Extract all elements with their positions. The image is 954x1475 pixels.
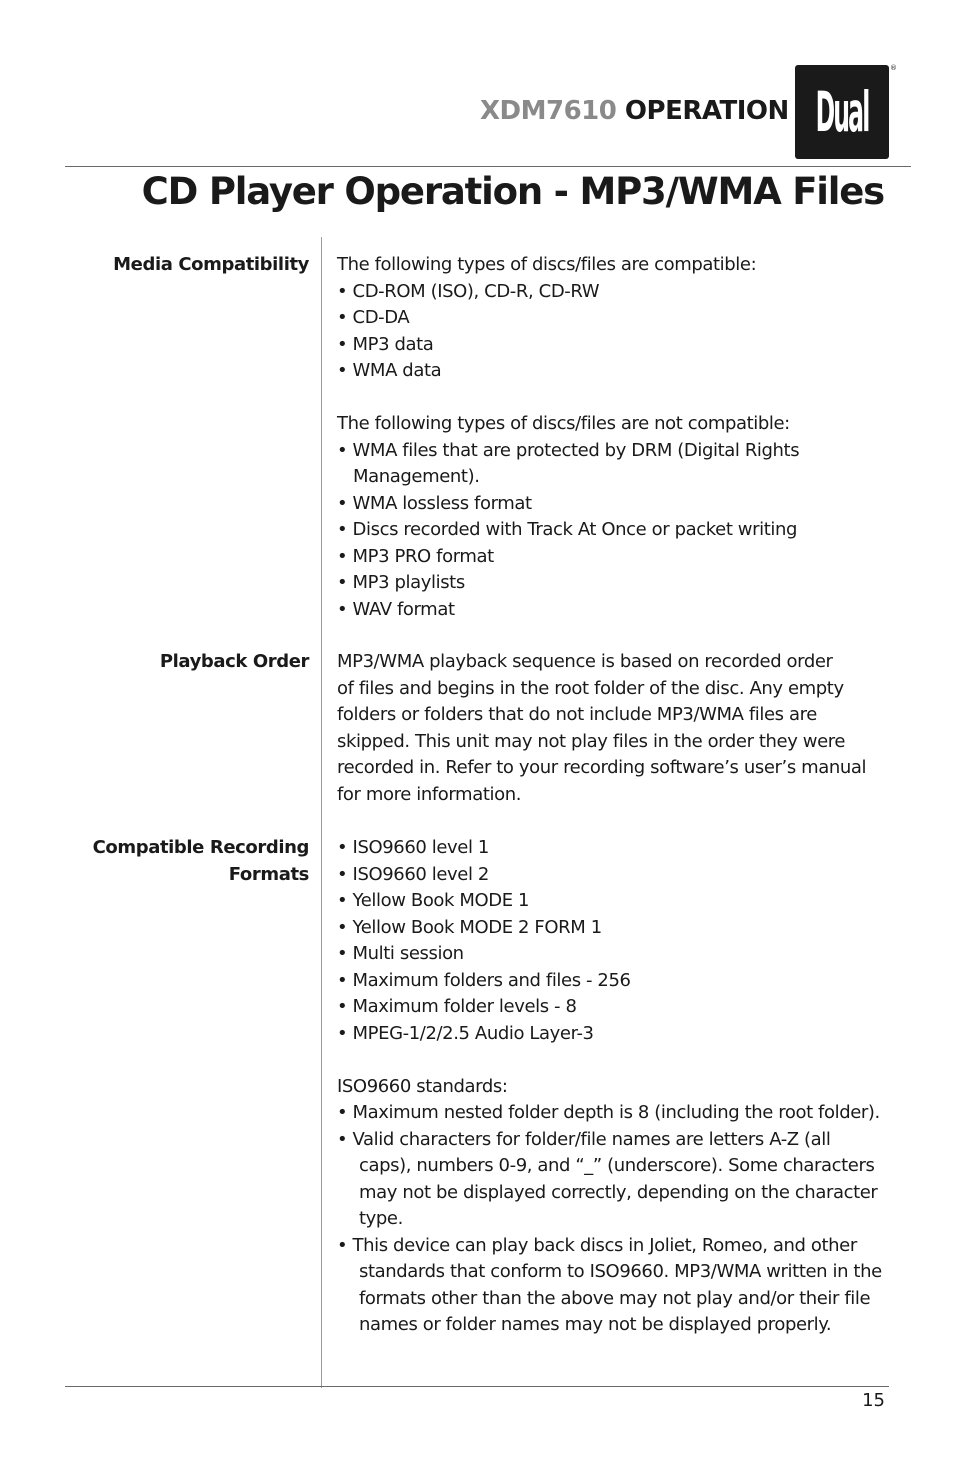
paragraph-line: MP3/WMA playback sequence is based on recorded order <box>337 651 833 672</box>
list-item: • Maximum folder levels - 8 <box>337 996 577 1017</box>
list-item: • MP3 PRO format <box>337 545 494 567</box>
model-number: XDM7610 <box>480 96 617 126</box>
list-item-continuation: standards that conform to ISO9660. MP3/WMA written in the <box>359 1261 882 1282</box>
list-item: • Yellow Book MODE 2 FORM 1 <box>337 916 602 938</box>
section-label-line: Formats <box>228 863 309 885</box>
paragraph-line: recorded in. Refer to your recording software’s user’s manual <box>337 757 867 778</box>
dual-logo <box>795 65 889 159</box>
section-body-playback-order <box>337 649 917 808</box>
footer-divider <box>65 1386 889 1387</box>
list-item: • Maximum nested folder depth is 8 (including the root folder). <box>337 1102 880 1123</box>
operation-label: OPERATION <box>616 96 789 126</box>
list-item: • WAV format <box>337 598 455 620</box>
list-item: • CD-ROM (ISO), CD-R, CD-RW <box>337 280 600 302</box>
list-item-continuation: caps), numbers 0-9, and “_” (underscore). Some characters <box>359 1155 875 1176</box>
incompatible-intro: The following types of discs/files are not compatible: <box>337 413 790 434</box>
page-title: CD Player Operation - MP3/WMA Files <box>141 170 884 213</box>
registered-mark: ® <box>890 64 897 72</box>
list-item: • Discs recorded with Track At Once or packet writing <box>337 519 798 540</box>
list-item: • WMA data <box>337 360 442 381</box>
section-label-compatible-recording-formats <box>60 835 309 888</box>
list-item: • ISO9660 level 1 <box>337 837 489 858</box>
list-item-continuation: Management). <box>353 466 480 487</box>
list-item: • MP3 data <box>337 333 434 355</box>
list-item: • CD-DA <box>337 307 410 328</box>
list-item: • MPEG-1/2/2.5 Audio Layer-3 <box>337 1022 594 1044</box>
paragraph-line: for more information. <box>337 783 522 805</box>
list-item-continuation: type. <box>359 1208 403 1229</box>
list-item: • Valid characters for folder/file names are letters A-Z (all <box>337 1128 831 1150</box>
paragraph-line: of files and begins in the root folder of the disc. Any empty <box>337 677 844 699</box>
section-label-media-compatibility: Media Compatibility <box>113 254 309 275</box>
list-item: • Multi session <box>337 943 464 964</box>
list-item: • Yellow Book MODE 1 <box>337 890 530 911</box>
standards-intro: ISO9660 standards: <box>337 1075 508 1097</box>
paragraph-line: folders or folders that do not include MP3/WMA files are <box>337 704 817 725</box>
section-label-line: Compatible Recording <box>92 837 309 858</box>
section-label-playback-order: Playback Order <box>159 651 309 672</box>
list-item-continuation: formats other than the above may not play and/or their file <box>359 1287 871 1309</box>
list-item: • MP3 playlists <box>337 572 465 593</box>
compatible-intro: The following types of discs/files are compatible: <box>337 254 757 275</box>
paragraph-line: skipped. This unit may not play files in the order they were <box>337 730 846 752</box>
page-number: 15 <box>862 1390 885 1411</box>
list-item-continuation: names or folder names may not be displayed properly. <box>359 1314 832 1335</box>
list-item-continuation: may not be displayed correctly, depending on the character <box>359 1181 878 1203</box>
header-divider <box>65 166 911 167</box>
section-body-media-compatibility <box>337 252 917 623</box>
logo-text: Dual <box>815 80 869 144</box>
list-item: • WMA files that are protected by DRM (Digital Rights <box>337 439 800 461</box>
list-item: • Maximum folders and files - 256 <box>337 969 631 991</box>
header-title <box>480 96 789 126</box>
list-item: • This device can play back discs in Joliet, Romeo, and other <box>337 1234 857 1256</box>
list-item: • WMA lossless format <box>337 492 532 514</box>
column-divider <box>321 237 322 1388</box>
list-item: • ISO9660 level 2 <box>337 863 489 885</box>
section-body-compatible-recording-formats <box>337 835 917 1339</box>
